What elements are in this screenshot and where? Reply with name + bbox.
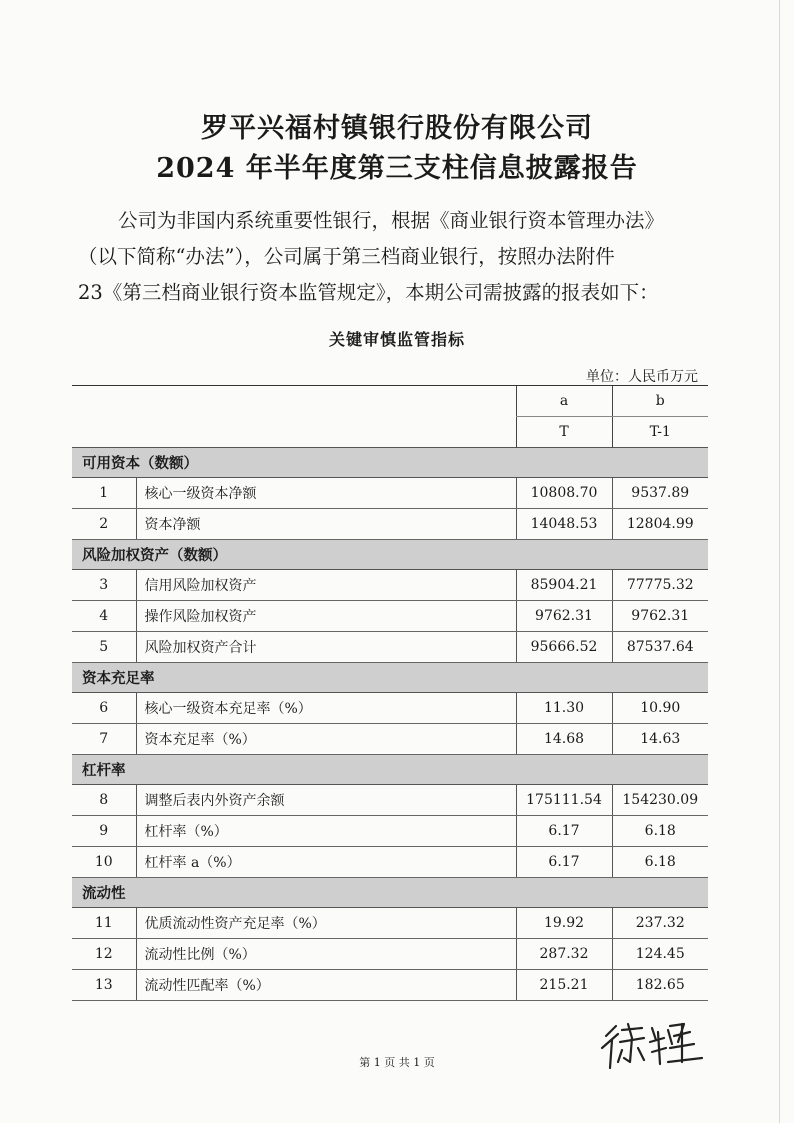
value-t-1: 12804.99 (612, 509, 708, 540)
section-title: 流动性 (72, 878, 708, 908)
section-title: 资本充足率 (72, 663, 708, 693)
table-row (72, 570, 708, 601)
row-number: 5 (72, 632, 136, 663)
table-row (72, 970, 708, 1001)
value-t: 14048.53 (516, 509, 612, 540)
row-number: 1 (72, 478, 136, 509)
value-t: 287.32 (516, 939, 612, 970)
value-t: 6.17 (516, 816, 612, 847)
indicator-name: 流动性匹配率（%） (136, 970, 516, 1001)
table-row (72, 478, 708, 509)
indicator-name: 流动性比例（%） (136, 939, 516, 970)
row-number: 7 (72, 724, 136, 755)
row-number: 3 (72, 570, 136, 601)
key-prudential-indicators-table (72, 385, 708, 1001)
value-t: 85904.21 (516, 570, 612, 601)
value-t-1: 87537.64 (612, 632, 708, 663)
header-col-b: b (612, 386, 708, 417)
section-header-row (72, 878, 708, 908)
section-title: 可用资本（数额） (72, 448, 708, 478)
value-t-1: 237.32 (612, 908, 708, 939)
section-header-row (72, 663, 708, 693)
value-t-1: 14.63 (612, 724, 708, 755)
intro-line-1: 公司为非国内系统重要性银行，根据《商业银行资本管理办法》 (118, 209, 665, 232)
indicator-name: 核心一级资本净额 (136, 478, 516, 509)
section-header-row (72, 448, 708, 478)
header-period-b: T-1 (612, 417, 708, 448)
unit-label: 单位：人民币万元 (586, 369, 698, 385)
document-title-bank: 罗平兴福村镇银行股份有限公司 (201, 113, 593, 144)
header-blank-name (136, 386, 516, 417)
value-t-1: 9762.31 (612, 601, 708, 632)
handwritten-signature (598, 1018, 708, 1078)
table-header-row-letters (72, 386, 708, 417)
row-number: 2 (72, 509, 136, 540)
indicator-name: 杠杆率 a（%） (136, 847, 516, 878)
row-number: 4 (72, 601, 136, 632)
indicator-name: 杠杆率（%） (136, 816, 516, 847)
document-title-report: 2024 年半年度第三支柱信息披露报告 (156, 153, 638, 184)
indicator-name: 风险加权资产合计 (136, 632, 516, 663)
header-blank-no (72, 386, 136, 417)
table-row (72, 693, 708, 724)
value-t-1: 6.18 (612, 816, 708, 847)
table-row (72, 939, 708, 970)
table-row (72, 908, 708, 939)
indicator-name: 资本净额 (136, 509, 516, 540)
value-t: 95666.52 (516, 632, 612, 663)
row-number: 10 (72, 847, 136, 878)
indicator-name: 资本充足率（%） (136, 724, 516, 755)
indicator-name: 核心一级资本充足率（%） (136, 693, 516, 724)
value-t: 9762.31 (516, 601, 612, 632)
table-row (72, 816, 708, 847)
header-period-a: T (516, 417, 612, 448)
value-t-1: 6.18 (612, 847, 708, 878)
intro-line-2: （以下简称“办法”），公司属于第三档商业银行，按照办法附件 (78, 245, 615, 268)
table-row (72, 601, 708, 632)
value-t: 175111.54 (516, 785, 612, 816)
table-title: 关键审慎监管指标 (328, 330, 465, 349)
indicator-name: 信用风险加权资产 (136, 570, 516, 601)
section-header-row (72, 540, 708, 570)
value-t-1: 9537.89 (612, 478, 708, 509)
header-blank-no-2 (72, 417, 136, 448)
table-row (72, 847, 708, 878)
value-t-1: 10.90 (612, 693, 708, 724)
value-t: 19.92 (516, 908, 612, 939)
row-number: 8 (72, 785, 136, 816)
section-title: 杠杆率 (72, 755, 708, 785)
row-number: 12 (72, 939, 136, 970)
value-t: 11.30 (516, 693, 612, 724)
section-title: 风险加权资产（数额） (72, 540, 708, 570)
header-blank-name-2 (136, 417, 516, 448)
table-row (72, 509, 708, 540)
intro-paragraph (78, 203, 718, 311)
row-number: 11 (72, 908, 136, 939)
indicator-name: 调整后表内外资产余额 (136, 785, 516, 816)
value-t-1: 77775.32 (612, 570, 708, 601)
table-header-row-periods (72, 417, 708, 448)
header-col-a: a (516, 386, 612, 417)
value-t-1: 182.65 (612, 970, 708, 1001)
table-row (72, 785, 708, 816)
row-number: 9 (72, 816, 136, 847)
page-footer: 第 1 页 共 1 页 (359, 1056, 435, 1069)
indicator-name: 操作风险加权资产 (136, 601, 516, 632)
indicator-name: 优质流动性资产充足率（%） (136, 908, 516, 939)
value-t: 6.17 (516, 847, 612, 878)
value-t: 215.21 (516, 970, 612, 1001)
value-t-1: 154230.09 (612, 785, 708, 816)
value-t-1: 124.45 (612, 939, 708, 970)
table-row (72, 632, 708, 663)
value-t: 14.68 (516, 724, 612, 755)
intro-line-3: 23《第三档商业银行资本监管规定》，本期公司需披露的报表如下： (78, 281, 659, 304)
row-number: 13 (72, 970, 136, 1001)
section-header-row (72, 755, 708, 785)
row-number: 6 (72, 693, 136, 724)
value-t: 10808.70 (516, 478, 612, 509)
table-row (72, 724, 708, 755)
